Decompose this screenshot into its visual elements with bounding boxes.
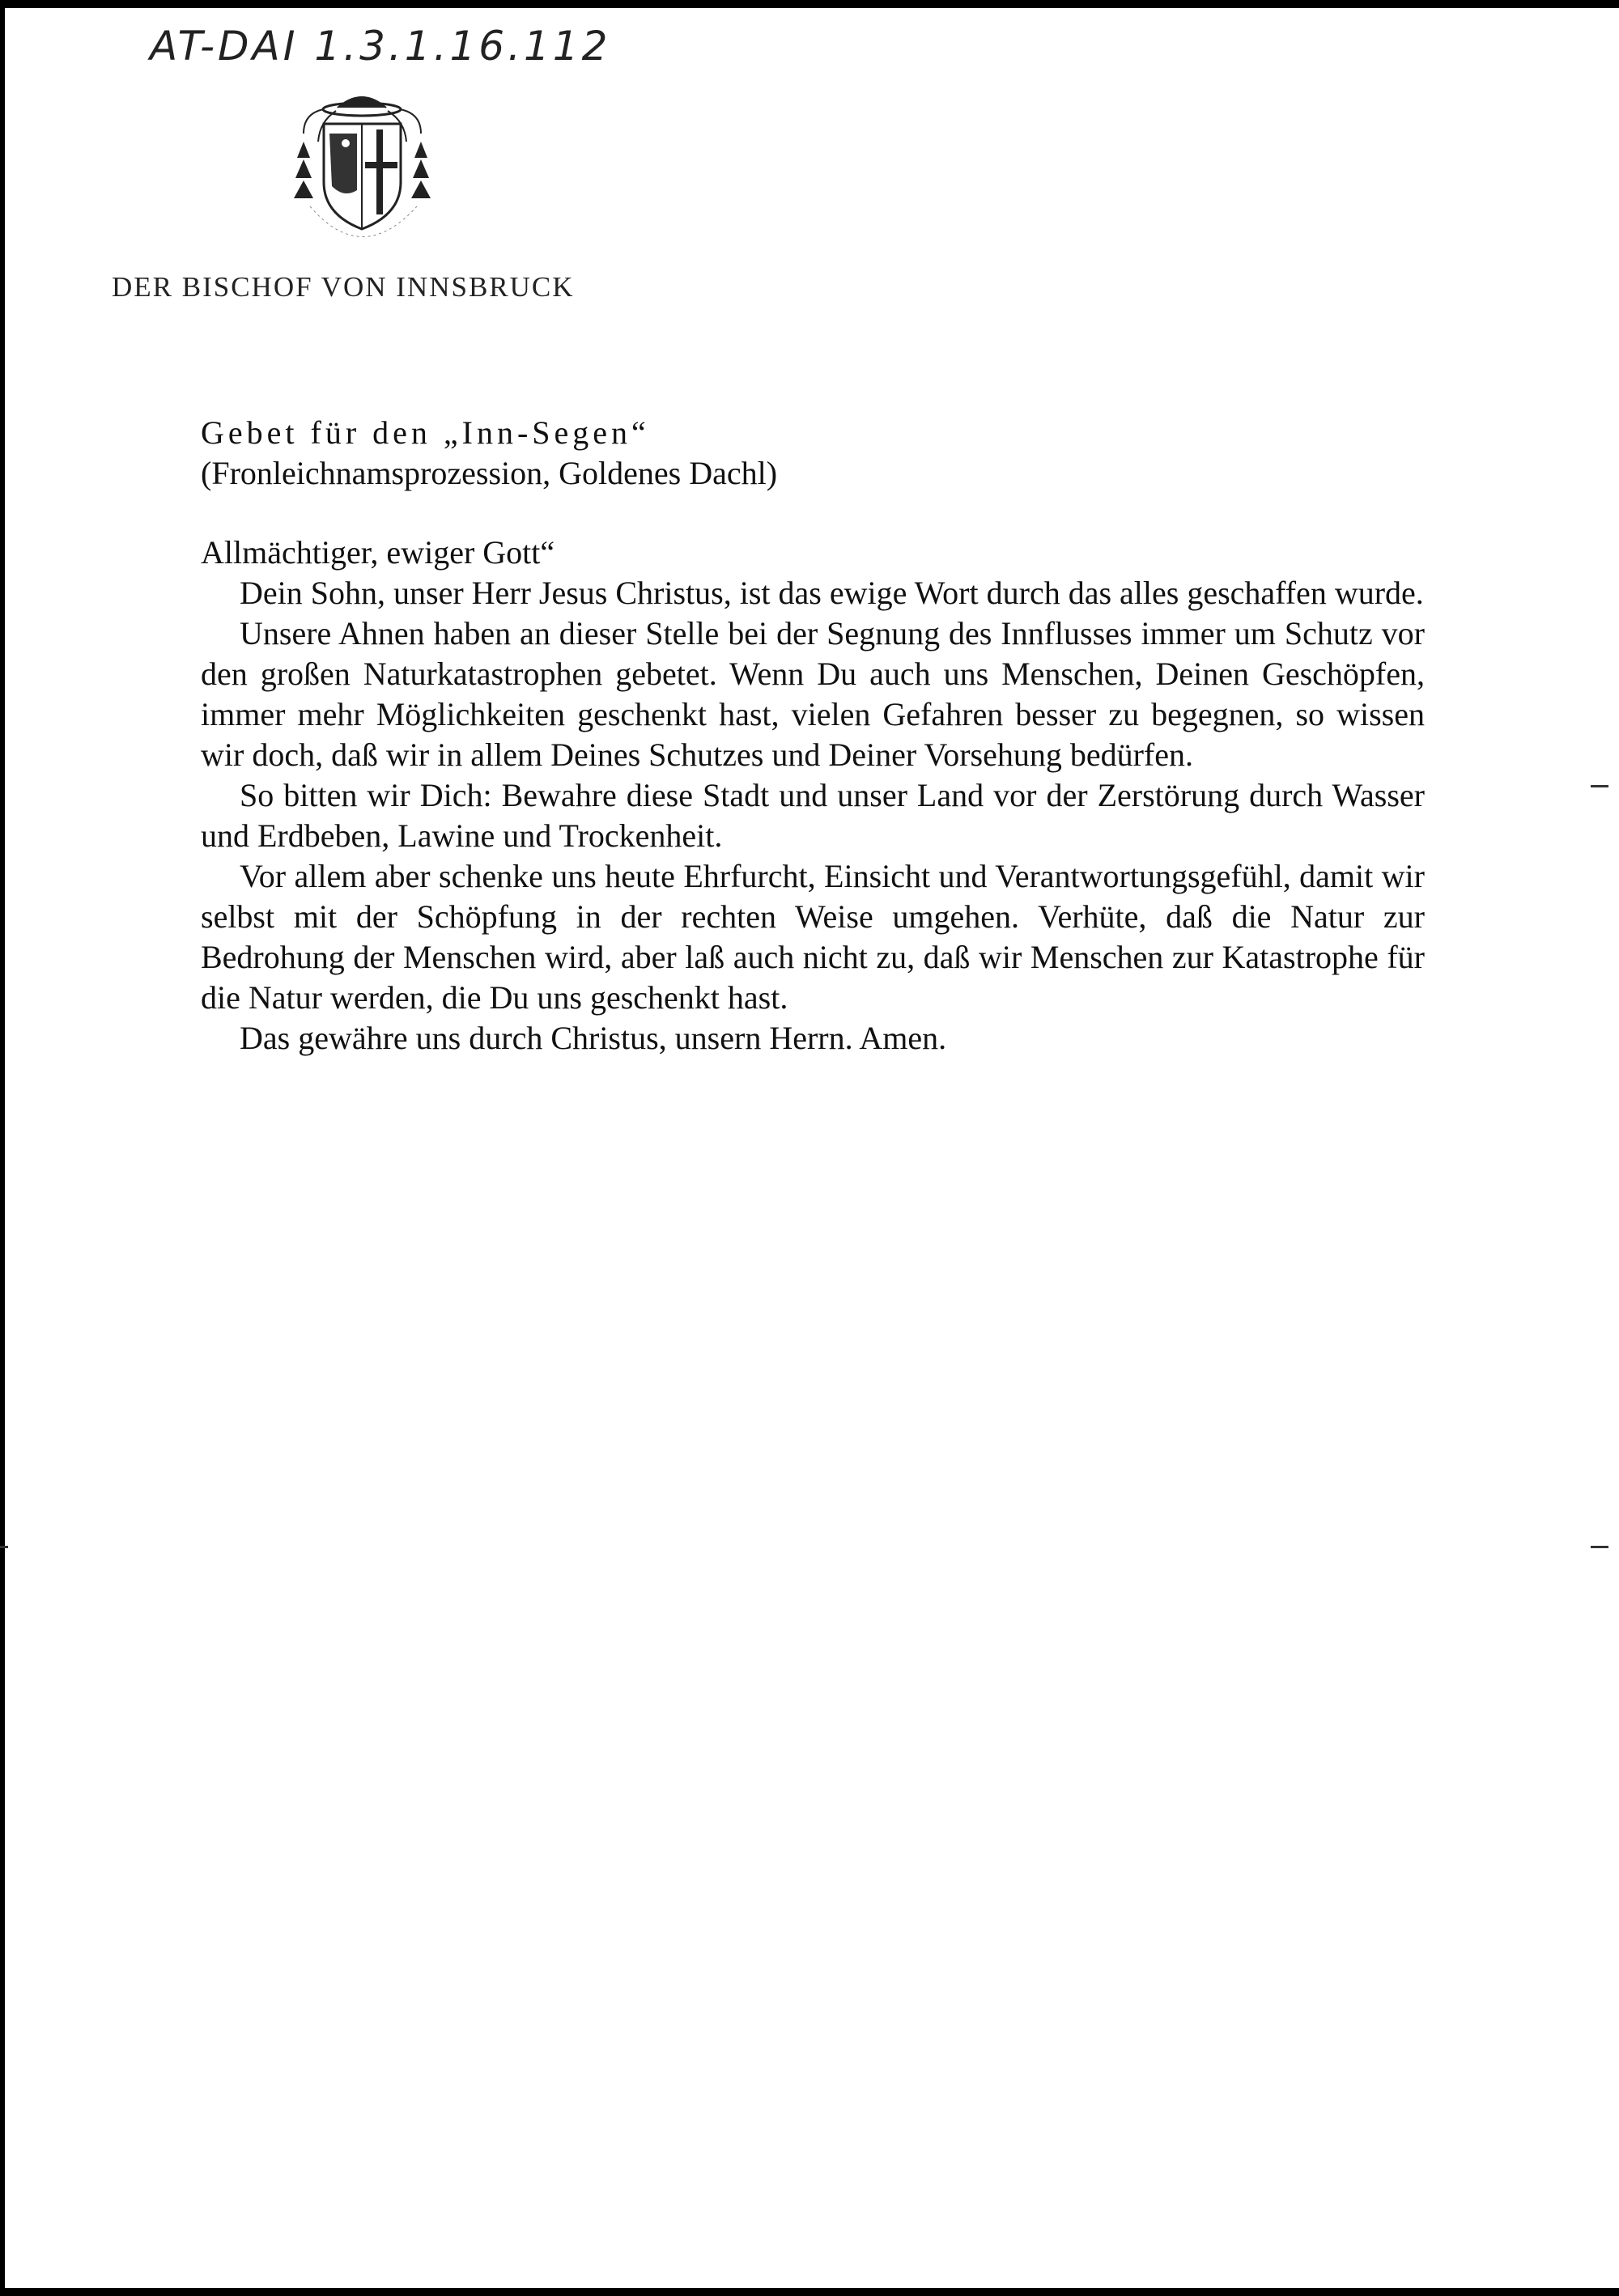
scan-border-left (0, 0, 5, 2296)
paragraph: Unsere Ahnen haben an dieser Stelle bei der Segnung des Innflusses immer um Schutz vor den großen Naturkatastrophen gebetet. Wenn Du auch uns Menschen, Deinen Geschöpfen, immer mehr Möglichkeiten geschenkt hast, vielen Gefahren besser zu begegnen, so wissen wir doch, daß wir in allem Deines Schutzes und Deiner Vorsehung bedürfen. (201, 615, 1425, 773)
scan-border-bottom (0, 2288, 1619, 2296)
scan-border-top (0, 0, 1619, 8)
document-subtitle: (Fronleichnamsprozession, Goldenes Dachl) (201, 455, 778, 491)
paragraph: So bitten wir Dich: Bewahre diese Stadt und unser Land vor der Zerstörung durch Wasser und Erdbeben, Lawine und Trockenheit. (201, 777, 1425, 854)
paragraph: Das gewähre uns durch Christus, unsern Herrn. Amen. (240, 1020, 947, 1056)
coat-of-arms-icon (287, 85, 437, 259)
margin-mark (0, 1546, 8, 1548)
letterhead: DER BISCHOF VON INNSBRUCK (112, 271, 575, 303)
archive-reference: AT-DAI 1.3.1.16.112 (150, 23, 611, 70)
salutation: Allmächtiger, ewiger Gott“ (201, 534, 555, 571)
document-body (201, 413, 1425, 1059)
margin-mark (1591, 785, 1608, 787)
paragraph: Vor allem aber schenke uns heute Ehrfurcht, Einsicht und Verantwortungsgefühl, damit wir selbst mit der Schöpfung in der rechten Weise umgehen. Verhüte, daß die Natur zur Bedrohung der Menschen wird, aber laß auch nicht zu, daß wir Menschen zur Katastrophe für die Natur werden, die Du uns geschenkt hast. (201, 858, 1425, 1016)
margin-mark (1591, 1546, 1608, 1548)
paragraph: Dein Sohn, unser Herr Jesus Christus, ist das ewige Wort durch das alles geschaffen wurde. (240, 575, 1424, 611)
document-title: Gebet für den „Inn-Segen“ (201, 414, 650, 451)
